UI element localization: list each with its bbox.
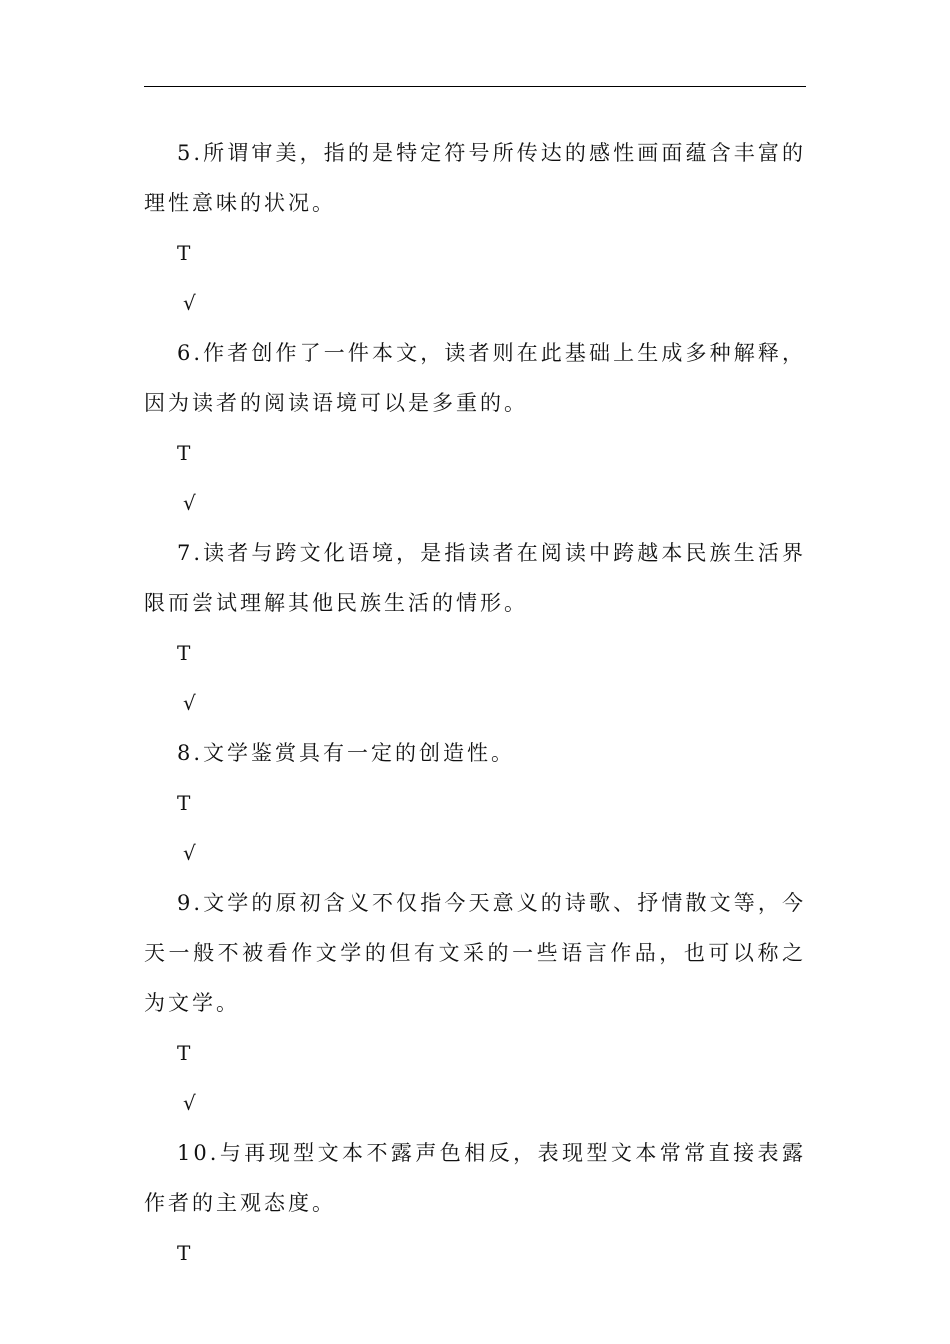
check-mark: √ xyxy=(183,291,196,315)
question-text: 6.作者创作了一件本文，读者则在此基础上生成多种解释，因为读者的阅读语境可以是多重的。 xyxy=(144,341,806,415)
check-mark: √ xyxy=(183,691,196,715)
answer-label: T xyxy=(177,1041,191,1065)
question-8 xyxy=(144,728,806,878)
question-list xyxy=(144,128,806,1278)
answer-label: T xyxy=(177,441,191,465)
question-text: 9.文学的原初含义不仅指今天意义的诗歌、抒情散文等，今天一般不被看作文学的但有文采的一些语言作品，也可以称之为文学。 xyxy=(144,891,806,1015)
answer-label: T xyxy=(177,641,191,665)
answer-label: T xyxy=(177,791,191,815)
answer-label: T xyxy=(177,1241,191,1265)
header-rule xyxy=(144,86,806,87)
question-text: 10.与再现型文本不露声色相反，表现型文本常常直接表露作者的主观态度。 xyxy=(144,1141,806,1215)
question-7 xyxy=(144,528,806,728)
check-mark: √ xyxy=(183,1091,196,1115)
check-mark: √ xyxy=(183,491,196,515)
question-5 xyxy=(144,128,806,328)
question-text: 5.所谓审美，指的是特定符号所传达的感性画面蕴含丰富的理性意味的状况。 xyxy=(144,141,806,215)
question-10 xyxy=(144,1128,806,1278)
question-text: 8.文学鉴赏具有一定的创造性。 xyxy=(177,741,516,765)
question-9 xyxy=(144,878,806,1128)
check-mark: √ xyxy=(183,841,196,865)
question-6 xyxy=(144,328,806,528)
answer-label: T xyxy=(177,241,191,265)
question-text: 7.读者与跨文化语境，是指读者在阅读中跨越本民族生活界限而尝试理解其他民族生活的情形。 xyxy=(144,541,806,615)
